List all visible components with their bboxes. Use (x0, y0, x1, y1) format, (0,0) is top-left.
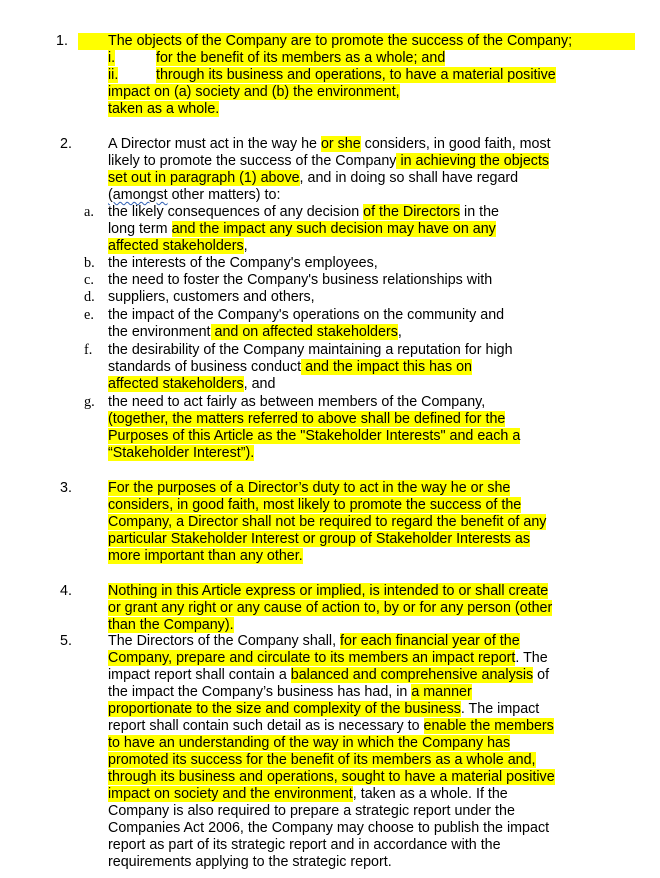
paragraph-2-line-1: A Director must act in the way he or she considers, in good faith, most (108, 136, 551, 152)
paragraph-5-line-4: the impact the Company’s business has had, in a manner (108, 684, 472, 700)
paragraph-1-item-ii-number: ii. (108, 67, 119, 83)
paragraph-1-item-ii: through its business and operations, to have a material positive (156, 67, 556, 83)
item-g-line-2: (together, the matters referred to above shall be defined for the (108, 411, 506, 427)
item-a-line-1: the likely consequences of any decision of the Directors in the (108, 204, 500, 220)
paragraph-5-line-2: Company, prepare and circulate to its members an impact report. The (108, 650, 548, 666)
paragraph-3-line-4: particular Stakeholder Interest or group of Stakeholder Interests as (108, 531, 530, 547)
paragraph-3-line-2: considers, in good faith, most likely to promote the success of the (108, 497, 522, 513)
item-e-line-1: the impact of the Company's operations on the community and (108, 307, 505, 323)
paragraph-1-line-5: taken as a whole. (108, 101, 220, 117)
item-g-letter: g. (84, 394, 95, 410)
paragraph-5-number: 5. (60, 633, 72, 649)
paragraph-5-line-10: impact on society and the environment, taken as a whole. If the (108, 786, 508, 802)
item-c-text: the need to foster the Company's business relationships with (108, 272, 493, 288)
paragraph-1-line-4: impact on (a) society and (b) the environment, (108, 84, 400, 100)
item-c-letter: c. (84, 272, 94, 288)
item-f-line-2: standards of business conduct and the impact this has on (108, 359, 473, 375)
item-e-line-2: the environment and on affected stakeholders, (108, 324, 402, 340)
paragraph-3-number: 3. (60, 480, 72, 496)
item-d-letter: d. (84, 289, 95, 305)
paragraph-2-line-2: likely to promote the success of the Company in achieving the objects (108, 153, 550, 169)
paragraph-3-line-3: Company, a Director shall not be required to regard the benefit of any (108, 514, 547, 530)
item-g-line-4: “Stakeholder Interest”). (108, 445, 255, 461)
paragraph-1-item-i-number: i. (108, 50, 116, 66)
paragraph-5-line-5: proportionate to the size and complexity of the business. The impact (108, 701, 540, 717)
paragraph-5-line-13: report as part of its strategic report and in accordance with the (108, 837, 501, 853)
item-b-text: the interests of the Company's employees, (108, 255, 378, 271)
paragraph-3-line-1: For the purposes of a Director’s duty to act in the way he or she (108, 480, 511, 496)
paragraph-2-number: 2. (60, 136, 72, 152)
paragraph-4-line-2: or grant any right or any cause of action to, by or for any person (other (108, 600, 553, 616)
paragraph-2-line-3: set out in paragraph (1) above, and in doing so shall have regard (108, 170, 519, 186)
paragraph-5-line-9: through its business and operations, sought to have a material positive (108, 769, 555, 785)
paragraph-2-line-4: (amongst other matters) to: (108, 187, 281, 203)
paragraph-1-item-i: for the benefit of its members as a whole; and (156, 50, 446, 66)
paragraph-4-line-3: than the Company). (108, 617, 234, 633)
item-f-line-1: the desirability of the Company maintaining a reputation for high (108, 342, 513, 358)
paragraph-5-line-3: impact report shall contain a balanced and comprehensive analysis of (108, 667, 550, 683)
item-b-letter: b. (84, 255, 95, 271)
paragraph-5-line-8: promoted its success for the benefit of its members as a whole and, (108, 752, 536, 768)
paragraph-5-line-12: Companies Act 2006, the Company may choose to publish the impact (108, 820, 550, 836)
item-f-line-3: affected stakeholders, and (108, 376, 276, 392)
item-e-letter: e. (84, 307, 94, 323)
item-d-text: suppliers, customers and others, (108, 289, 315, 305)
paragraph-1-number: 1. (56, 33, 68, 49)
item-a-line-2: long term and the impact any such decision may have on any (108, 221, 496, 237)
paragraph-5-line-14: requirements applying to the strategic report. (108, 854, 392, 870)
paragraph-5-line-7: to have an understanding of the way in which the Company has (108, 735, 511, 751)
paragraph-4-line-1: Nothing in this Article express or implied, is intended to or shall create (108, 583, 549, 599)
paragraph-5-line-6: report shall contain such detail as is necessary to enable the members (108, 718, 554, 734)
item-g-line-1: the need to act fairly as between members of the Company, (108, 394, 486, 410)
item-f-letter: f. (84, 342, 93, 358)
paragraph-5-line-1: The Directors of the Company shall, for each financial year of the (108, 633, 520, 649)
paragraph-5-line-11: Company is also required to prepare a strategic report under the (108, 803, 515, 819)
paragraph-1-line-1: The objects of the Company are to promote the success of the Company; (108, 33, 573, 49)
paragraph-4-number: 4. (60, 583, 72, 599)
item-g-line-3: Purposes of this Article as the "Stakeholder Interests" and each a (108, 428, 521, 444)
item-a-letter: a. (84, 204, 94, 220)
paragraph-3-line-5: more important than any other. (108, 548, 303, 564)
item-a-line-3: affected stakeholders, (108, 238, 248, 254)
